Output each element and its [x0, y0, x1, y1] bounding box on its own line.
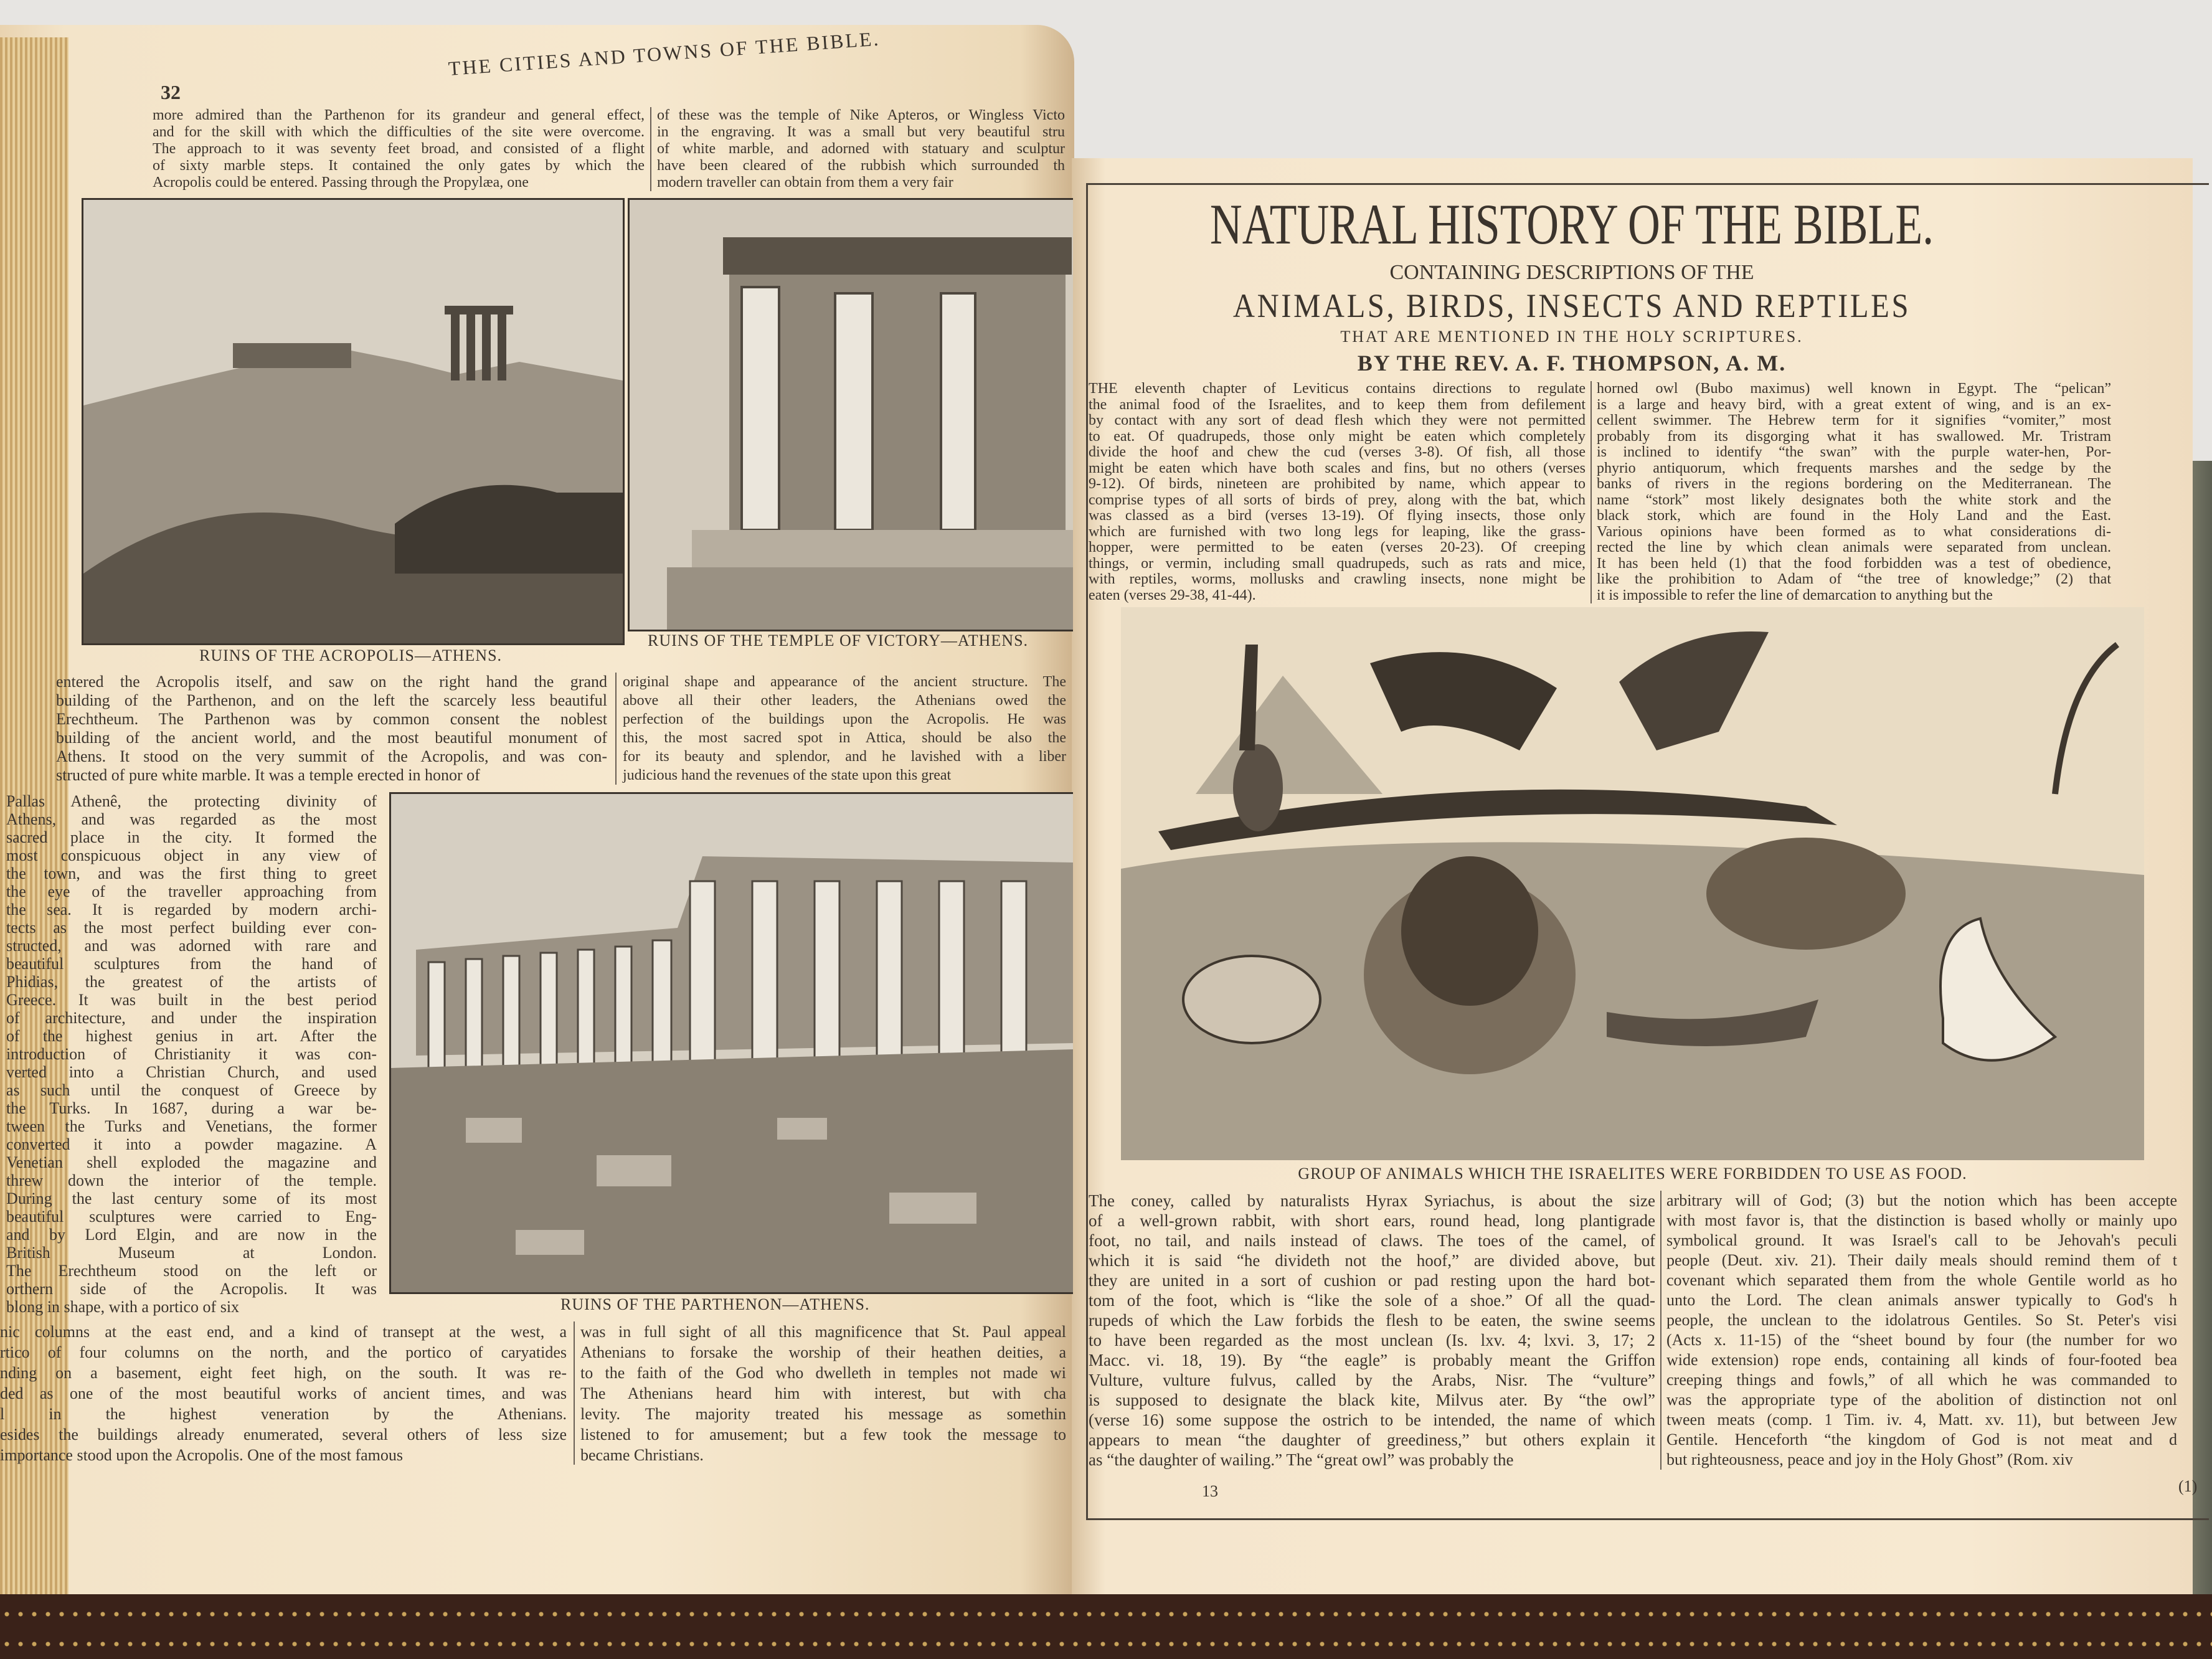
text-line: cellent swimmer. The Hebrew term for it signifies “vomiter,” most — [1597, 412, 2111, 428]
signature-mark: (1) — [2178, 1477, 2198, 1495]
text-line: perfection of the buildings upon the Acropolis. He was — [623, 711, 1066, 727]
text-line: black stork, which are found in the Holy Land and the East. — [1597, 508, 2111, 524]
article-subtitle: CONTAINING DESCRIPTIONS OF THE — [1389, 261, 1754, 284]
illustration-caption: GROUP OF ANIMALS WHICH THE ISRAELITES WERE FORBIDDEN TO USE AS FOOD. — [1298, 1165, 1967, 1183]
text-column — [1089, 381, 1586, 603]
text-column — [657, 107, 1065, 191]
gilt-tooling — [0, 1608, 2212, 1620]
text-line: horned owl (Bubo maximus) well known in Egypt. The “pelican” — [1597, 380, 2111, 397]
animals-engraving — [1121, 607, 2144, 1160]
gilt-tooling — [0, 1638, 2212, 1650]
text-line: building of the ancient world, and the most beautiful monument of — [56, 729, 607, 747]
text-line: THE eleventh chapter of Leviticus contains directions to regulate — [1089, 380, 1586, 397]
text-line: was the appropriate type of the abolition of distinction not onl — [1666, 1391, 2177, 1409]
text-line: covenant which separated them from the whole Gentile world as ho — [1666, 1271, 2177, 1289]
text-line: and for the skill with which the difficulties of the site were overcome. — [153, 124, 645, 140]
acropolis-illustration — [83, 200, 623, 643]
acropolis-engraving — [82, 198, 625, 645]
text-line: tween meats (comp. 1 Tim. iv. 4, Matt. xv. 11), but between Jew — [1666, 1411, 2177, 1429]
text-line: name “stork” most likely designates both the white stork and the — [1597, 491, 2111, 508]
text-line: but righteousness, peace and joy in the Holy Ghost” (Rom. xiv — [1666, 1450, 2073, 1468]
text-line: of the highest genius in art. After the — [6, 1027, 377, 1045]
text-column — [1666, 1191, 2177, 1470]
text-line: rupeds of which the Law forbids the flesh to be eaten, the swine seems — [1089, 1311, 1655, 1330]
text-line: probably from its disgorging what it has swallowed. Mr. Tristram — [1597, 428, 2111, 445]
text-line: with reptiles, worms, mollusks and crawling insects, none might be — [1089, 571, 1586, 587]
text-line: Athens. It stood on the very summit of the Acropolis, and was con- — [56, 747, 607, 765]
text-line: Erechtheum. The Parthenon was by common consent the noblest — [56, 710, 607, 728]
text-line: orthern side of the Acropolis. It was — [6, 1280, 377, 1298]
text-line: eaten (verses 29-38, 41-44). — [1089, 587, 1256, 603]
text-line: to eat. Of quadrupeds, those only might be eaten which completely — [1089, 428, 1586, 445]
text-column — [1597, 381, 2111, 603]
text-line: as “the daughter of wailing.” The “great owl” was probably the — [1089, 1450, 1514, 1469]
text-line: sacred place in the city. It formed the — [6, 828, 377, 846]
text-line: more admired than the Parthenon for its grandeur and general effect, — [153, 107, 645, 123]
text-line: in the engraving. It was a small but very beautiful stru — [657, 124, 1065, 140]
text-column — [0, 1321, 567, 1465]
text-line: (Acts x. 11-15) of the “sheet bound by four (the number for wo — [1666, 1331, 2177, 1349]
text-line: The Athenians heard him with interest, but with cha — [580, 1384, 1066, 1402]
text-line: the animal food of the Israelites, and to keep them from defilement — [1089, 396, 1586, 413]
text-line: Various opinions have been formed as to what considerations di- — [1597, 523, 2111, 540]
text-line: original shape and appearance of the ancient structure. The — [623, 674, 1066, 690]
page-number: 13 — [1202, 1482, 1218, 1500]
text-line: as such until the conquest of Greece by — [6, 1081, 377, 1099]
text-line: symbolical ground. It was Israel's call to be Jehovah's peculi — [1666, 1231, 2177, 1249]
text-line: divide the hoof and chew the cud (verses 3-8). Of fish, all those — [1089, 444, 1586, 460]
text-line: 9-12). Of birds, nineteen are prohibited by name, which appear to — [1089, 476, 1586, 492]
text-line: people (Deut. xiv. 21). Their daily meals should remind them of t — [1666, 1251, 2177, 1269]
forbidden-animals-illustration — [1121, 607, 2144, 1160]
article-title: NATURAL HISTORY OF THE BIBLE. — [1209, 192, 1934, 256]
text-line: foot, no tail, and nails instead of claws. The toes of the camel, of — [1089, 1231, 1655, 1250]
text-line: levity. The majority treated his message as somethin — [580, 1405, 1066, 1423]
text-line: of architecture, and under the inspiration — [6, 1009, 377, 1027]
text-line: (verse 16) some suppose the ostrich to be intended, the name of which — [1089, 1411, 1655, 1429]
text-line: Athens, and was regarded as the most — [6, 810, 377, 828]
text-line: became Christians. — [580, 1446, 704, 1464]
text-line: wide extension) rope ends, containing all kinds of four-footed bea — [1666, 1351, 2177, 1369]
text-line: structed of pure white marble. It was a temple erected in honor of — [56, 766, 480, 784]
text-line: the sea. It is regarded by modern archi- — [6, 900, 377, 919]
text-column — [56, 673, 607, 785]
author-byline: BY THE REV. A. F. THOMPSON, A. M. — [1357, 351, 1787, 376]
parthenon-engraving — [389, 792, 1073, 1294]
text-column — [623, 673, 1066, 785]
text-line: is inclined to identify “the swan” with the purple water-hen, Por- — [1597, 444, 2111, 460]
text-line: of a well-grown rabbit, with short ears, round head, long plantigrade — [1089, 1211, 1655, 1230]
text-line: blong in shape, with a portico of six — [6, 1298, 240, 1316]
text-line: of white marble, and adorned with statuary and sculptur — [657, 141, 1065, 157]
temple-of-victory-engraving — [628, 198, 1073, 631]
text-line: threw down the interior of the temple. — [6, 1171, 377, 1189]
text-line: hopper, were permitted to be eaten (verses 20-23). Of creeping — [1089, 539, 1586, 555]
text-line: ded as one of the most beautiful works of ancient times, and was — [0, 1384, 567, 1402]
text-line: Greece. It was built in the best period — [6, 991, 377, 1009]
text-line: have been cleared of the rubbish which surrounded th — [657, 158, 1065, 174]
column-rule — [1660, 1191, 1661, 1470]
text-line: British Museum at London. — [6, 1244, 377, 1262]
text-line: people, the unclean to the idolatrous Gentiles. So St. Peter's visi — [1666, 1311, 2177, 1329]
leather-binding — [0, 1594, 2212, 1659]
text-line: most conspicuous object in any view of — [6, 846, 377, 864]
illustration-caption: RUINS OF THE TEMPLE OF VICTORY—ATHENS. — [648, 631, 1029, 650]
text-line: tects as the most perfect building ever con- — [6, 919, 377, 937]
parthenon-illustration — [391, 794, 1073, 1292]
text-line: and by Lord Elgin, and are now in the — [6, 1226, 377, 1244]
text-line: above all their other leaders, the Athenians owed the — [623, 692, 1066, 709]
text-line: this, the most sacred spot in Attica, should be also the — [623, 730, 1066, 746]
text-line: banks of rivers in the regions bordering on the Mediterranean. The — [1597, 476, 2111, 492]
text-line: was classed as a bird (verses 13-19). Of flying insects, those only — [1089, 508, 1586, 524]
text-line: unto the Lord. The clean animals answer typically to God's h — [1666, 1291, 2177, 1309]
column-rule — [650, 107, 651, 191]
text-line: like the prohibition to Adam of “the tree of knowledge;” (2) that — [1597, 571, 2111, 587]
text-line: nic columns at the east end, and a kind of transept at the west, a — [0, 1323, 567, 1341]
text-line: appears to mean “the daughter of greediness,” but others explain it — [1089, 1430, 1655, 1449]
text-line: esides the buildings already enumerated, several others of less size — [0, 1425, 567, 1444]
text-line: Gentile. Henceforth “the kingdom of God is not meat and d — [1666, 1430, 2177, 1449]
text-line: The coney, called by naturalists Hyrax Syriachus, is about the size — [1089, 1191, 1655, 1210]
text-line: comprise types of all sorts of birds of prey, along with the bat, which — [1089, 491, 1586, 508]
temple-illustration — [630, 200, 1073, 630]
column-rule — [615, 673, 617, 785]
text-line: which are furnished with two long legs for leaping, like the grass- — [1089, 523, 1586, 540]
text-line: Acropolis could be entered. Passing through the Propylæa, one — [153, 174, 529, 191]
text-line: building of the Parthenon, and on the left the scarcely less beautiful — [56, 691, 607, 709]
text-column — [580, 1321, 1066, 1465]
text-line: It has been held (1) that the food forbidden was a test of obedience, — [1597, 555, 2111, 572]
text-line: nding on a basement, eight feet high, on the south. It was re- — [0, 1364, 567, 1382]
text-line: Venetian shell exploded the magazine and — [6, 1153, 377, 1171]
text-line: Phidias, the greatest of the artists of — [6, 973, 377, 991]
text-line: rected the line by which clean animals were separated from unclean. — [1597, 539, 2111, 555]
text-line: might be eaten which have both scales and fins, but no others (verses — [1089, 460, 1586, 476]
text-line: tween the Turks and Venetians, the former — [6, 1117, 377, 1135]
illustration-caption: RUINS OF THE ACROPOLIS—ATHENS. — [199, 646, 503, 664]
text-line: things, or vermin, including small quadrupeds, such as rats and mice, — [1089, 555, 1586, 572]
text-line: which it is said “he divideth not the hoof,” are divided above, but — [1089, 1251, 1655, 1270]
text-line: The approach to it was seventy feet broad, and consisted of a flight — [153, 141, 645, 157]
text-line: to have been regarded as the most unclean (Is. lxv. 4; lxvi. 3, 17; 2 — [1089, 1331, 1655, 1349]
text-line: Athenians to forsake the worship of their heathen deities, a — [580, 1343, 1066, 1361]
text-column — [6, 792, 377, 1316]
text-line: arbitrary will of God; (3) but the notion which has been accepte — [1666, 1191, 2177, 1209]
text-line: by contact with any sort of dead flesh which they were not permitted — [1089, 412, 1586, 428]
text-line: of sixty marble steps. It contained the only gates by which the — [153, 158, 645, 174]
text-line: was in full sight of all this magnificence that St. Paul appeal — [580, 1323, 1066, 1341]
text-line: listened to for amusement; but a few took the message to — [580, 1425, 1066, 1444]
text-line: with most favor is, that the distinction is based wholly or mainly upo — [1666, 1211, 2177, 1229]
page-number: 32 — [161, 81, 181, 103]
text-line: Vulture, vulture fulvus, called by the Arabs, Nisr. The “vulture” — [1089, 1371, 1655, 1389]
text-line: modern traveller can obtain from them a very fair — [657, 174, 953, 191]
text-line: structed, and was adorned with rare and — [6, 937, 377, 955]
text-line: to the faith of the God who dwelleth in temples not made wi — [580, 1364, 1066, 1382]
article-subtitle: ANIMALS, BIRDS, INSECTS AND REPTILES — [1232, 287, 1911, 324]
text-line: During the last century some of its most — [6, 1189, 377, 1208]
text-line: importance stood upon the Acropolis. One of the most famous — [0, 1446, 404, 1464]
text-line: judicious hand the revenues of the state upon this great — [623, 767, 952, 783]
illustration-caption: RUINS OF THE PARTHENON—ATHENS. — [560, 1295, 870, 1313]
text-line: Macc. vi. 18, 19). By “the eagle” is probably meant the Griffon — [1089, 1351, 1655, 1369]
text-line: the eye of the traveller approaching from — [6, 882, 377, 900]
text-line: for its beauty and splendor, and he lavished with a liber — [623, 749, 1066, 765]
text-line: verted into a Christian Church, and used — [6, 1063, 377, 1081]
article-subtitle: THAT ARE MENTIONED IN THE HOLY SCRIPTURES. — [1340, 328, 1803, 346]
text-line: rtico of four columns on the north, and the portico of caryatides — [0, 1343, 567, 1361]
text-line: entered the Acropolis itself, and saw on the right hand the grand — [56, 673, 607, 691]
text-line: is a large and heavy bird, with a great extent of wing, and is an ex- — [1597, 396, 2111, 413]
text-line: l in the highest veneration by the Athenians. — [0, 1405, 567, 1423]
text-line: Pallas Athenê, the protecting divinity of — [6, 792, 377, 810]
text-line: beautiful sculptures from the hand of — [6, 955, 377, 973]
text-line: they are united in a sort of cushion or pad resting upon the hard bot- — [1089, 1271, 1655, 1290]
text-line: creeping things and fowls,” of all which he was commanded to — [1666, 1371, 2177, 1389]
column-rule — [574, 1321, 575, 1465]
text-line: of these was the temple of Nike Apteros, or Wingless Victo — [657, 107, 1065, 123]
text-line: is supposed to designate the black kite, Milvus ater. By “the owl” — [1089, 1391, 1655, 1409]
text-line: The Erechtheum stood on the left or — [6, 1262, 377, 1280]
text-column — [153, 107, 645, 191]
text-line: introduction of Christianity it was con- — [6, 1045, 377, 1063]
column-rule — [1590, 381, 1592, 603]
text-line: phyrio antiquorum, which frequents marshes and the sedge by the — [1597, 460, 2111, 476]
text-line: beautiful sculptures were carried to Eng- — [6, 1208, 377, 1226]
text-column — [1089, 1191, 1655, 1470]
running-head: THE CITIES AND TOWNS OF THE BIBLE. — [447, 27, 881, 80]
text-line: tom of the foot, which is “like the sole of a shoe.” Of all the quad- — [1089, 1291, 1655, 1310]
text-line: it is impossible to refer the line of demarcation to anything but the — [1597, 587, 1993, 603]
text-line: converted it into a powder magazine. A — [6, 1135, 377, 1153]
text-line: the Turks. In 1687, during a war be- — [6, 1099, 377, 1117]
text-line: the town, and was the first thing to greet — [6, 864, 377, 882]
